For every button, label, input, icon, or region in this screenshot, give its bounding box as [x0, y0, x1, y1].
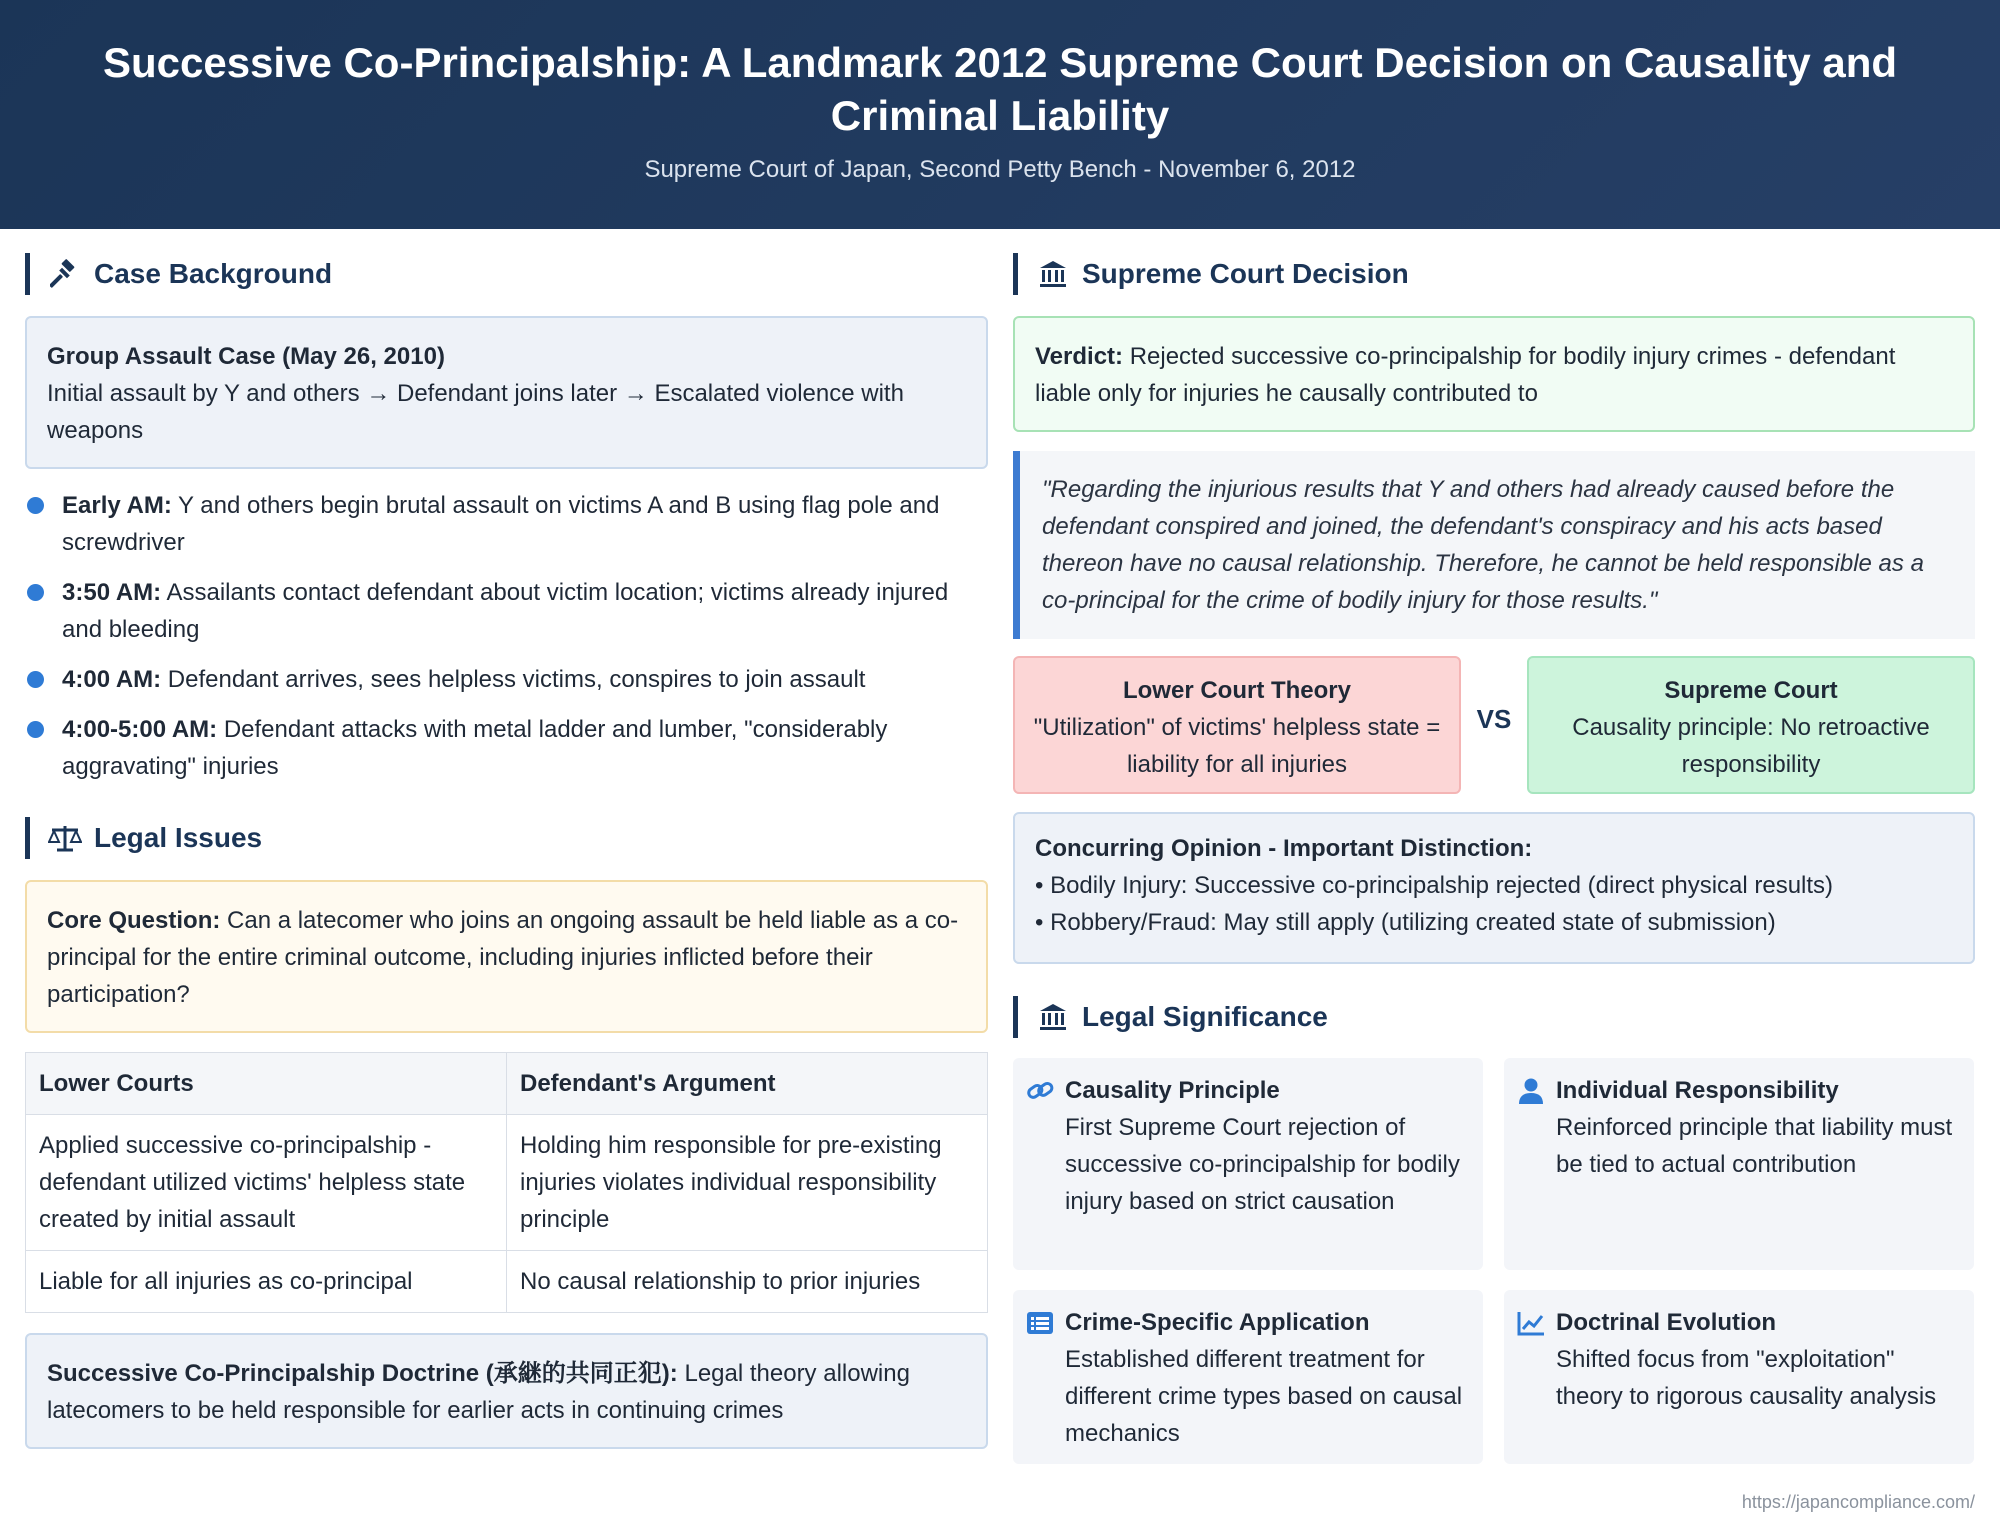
- section-title-case-background: Case Background: [25, 253, 332, 295]
- case-summary-box: [25, 316, 988, 469]
- bullet-dot-icon: [27, 721, 44, 738]
- doctrine-definition-box: [25, 1333, 988, 1449]
- comparison-table: [25, 1052, 988, 1313]
- line-chart-icon: [1516, 1308, 1546, 1338]
- user-icon: [1516, 1076, 1546, 1106]
- case-heading: Group Assault Case (May 26, 2010): [47, 343, 445, 370]
- scales-icon: [48, 821, 82, 855]
- table-cell: No causal relationship to prior injuries: [507, 1251, 988, 1313]
- verdict-text: Rejected successive co-principalship for bodily injury crimes - defendant liable only for injuries he causally contributed to: [1035, 343, 1896, 407]
- bullet-dot-icon: [27, 497, 44, 514]
- court-quote: "Regarding the injurious results that Y and others had already caused before the defendant conspired and joined, the defendant's conspiracy and his acts based thereon have no causal relationship. Therefore, he cannot be held responsible as a co-principal for the crime of bodily injury for those results.": [1013, 451, 1975, 639]
- column-header-lower-courts: Lower Courts: [26, 1053, 507, 1115]
- case-summary-text: Initial assault by Y and others → Defendant joins later → Escalated violence with weapons: [47, 380, 904, 444]
- vs-label: VS: [1476, 704, 1512, 734]
- doctrine-text: Legal theory allowing latecomers to be held responsible for earlier acts in continuing crimes: [47, 1360, 910, 1424]
- bullet-dot-icon: [27, 671, 44, 688]
- timeline-list: [25, 487, 988, 798]
- table-cell: Holding him responsible for pre-existing injuries violates individual responsibility principle: [507, 1115, 988, 1251]
- significance-card-doctrinal-evolution: Doctrinal Evolution Shifted focus from "exploitation" theory to rigorous causality analysis: [1504, 1290, 1974, 1464]
- significance-card-causality: Causality Principle First Supreme Court rejection of successive co-principalship for bodily injury based on strict causation: [1013, 1058, 1483, 1270]
- table-row: [26, 1251, 988, 1313]
- concurring-heading: Concurring Opinion - Important Distinction:: [1035, 835, 1533, 862]
- section-title-legal-significance: Legal Significance: [1013, 996, 1328, 1038]
- link-icon: [1025, 1076, 1055, 1106]
- page-title: Successive Co-Principalship: A Landmark 2012 Supreme Court Decision on Causality and Criminal Liability: [102, 39, 1898, 139]
- page-subtitle: Supreme Court of Japan, Second Petty Bench - November 6, 2012: [644, 156, 1356, 183]
- table-cell: Applied successive co-principalship - defendant utilized victims' helpless state created by initial assault: [26, 1115, 507, 1251]
- list-icon: [1025, 1308, 1055, 1338]
- core-question-label: Core Question:: [47, 907, 221, 934]
- gavel-icon: [48, 257, 82, 291]
- bullet-dot-icon: [27, 584, 44, 601]
- page-header: [0, 0, 2000, 229]
- section-title-legal-issues: Legal Issues: [25, 817, 262, 859]
- section-title-supreme-court-decision: Supreme Court Decision: [1013, 253, 1409, 295]
- supreme-court-theory-card: Supreme Court Causality principle: No retroactive responsibility: [1527, 656, 1975, 794]
- courthouse-icon: [1036, 1000, 1070, 1034]
- significance-card-individual-responsibility: Individual Responsibility Reinforced principle that liability must be tied to actual contribution: [1504, 1058, 1974, 1270]
- table-cell: Liable for all injuries as co-principal: [26, 1251, 507, 1313]
- lower-court-theory-card: Lower Court Theory "Utilization" of victims' helpless state = liability for all injuries: [1013, 656, 1461, 794]
- verdict-label: Verdict:: [1035, 343, 1124, 370]
- concurring-item: • Robbery/Fraud: May still apply (utilizing created state of submission): [1035, 909, 1776, 936]
- courthouse-icon: [1036, 257, 1070, 291]
- timeline-item: 3:50 AM: Assailants contact defendant about victim location; victims already injured and bleeding: [25, 574, 988, 648]
- concurring-opinion-box: [1013, 812, 1975, 964]
- core-question-text: Can a latecomer who joins an ongoing assault be held liable as a co-principal for the entire criminal outcome, including injuries inflicted before their participation?: [47, 907, 959, 1008]
- concurring-item: • Bodily Injury: Successive co-principalship rejected (direct physical results): [1035, 872, 1834, 899]
- timeline-item: Early AM: Y and others begin brutal assault on victims A and B using flag pole and screwdriver: [25, 487, 988, 561]
- significance-card-crime-specific: Crime-Specific Application Established different treatment for different crime types based on causal mechanics: [1013, 1290, 1483, 1464]
- doctrine-label: Successive Co-Principalship Doctrine (承継的共同正犯):: [47, 1360, 678, 1387]
- core-question-box: [25, 880, 988, 1033]
- verdict-box: [1013, 316, 1975, 432]
- table-row: [26, 1115, 988, 1251]
- timeline-item: 4:00 AM: Defendant arrives, sees helpless victims, conspires to join assault: [25, 661, 988, 698]
- theory-comparison: [1013, 656, 1975, 794]
- footer-url: https://japancompliance.com/: [1741, 1492, 1975, 1512]
- timeline-item: 4:00-5:00 AM: Defendant attacks with metal ladder and lumber, "considerably aggravating" injuries: [25, 711, 988, 785]
- column-header-defendant-argument: Defendant's Argument: [507, 1053, 988, 1115]
- table-header-row: [26, 1053, 988, 1115]
